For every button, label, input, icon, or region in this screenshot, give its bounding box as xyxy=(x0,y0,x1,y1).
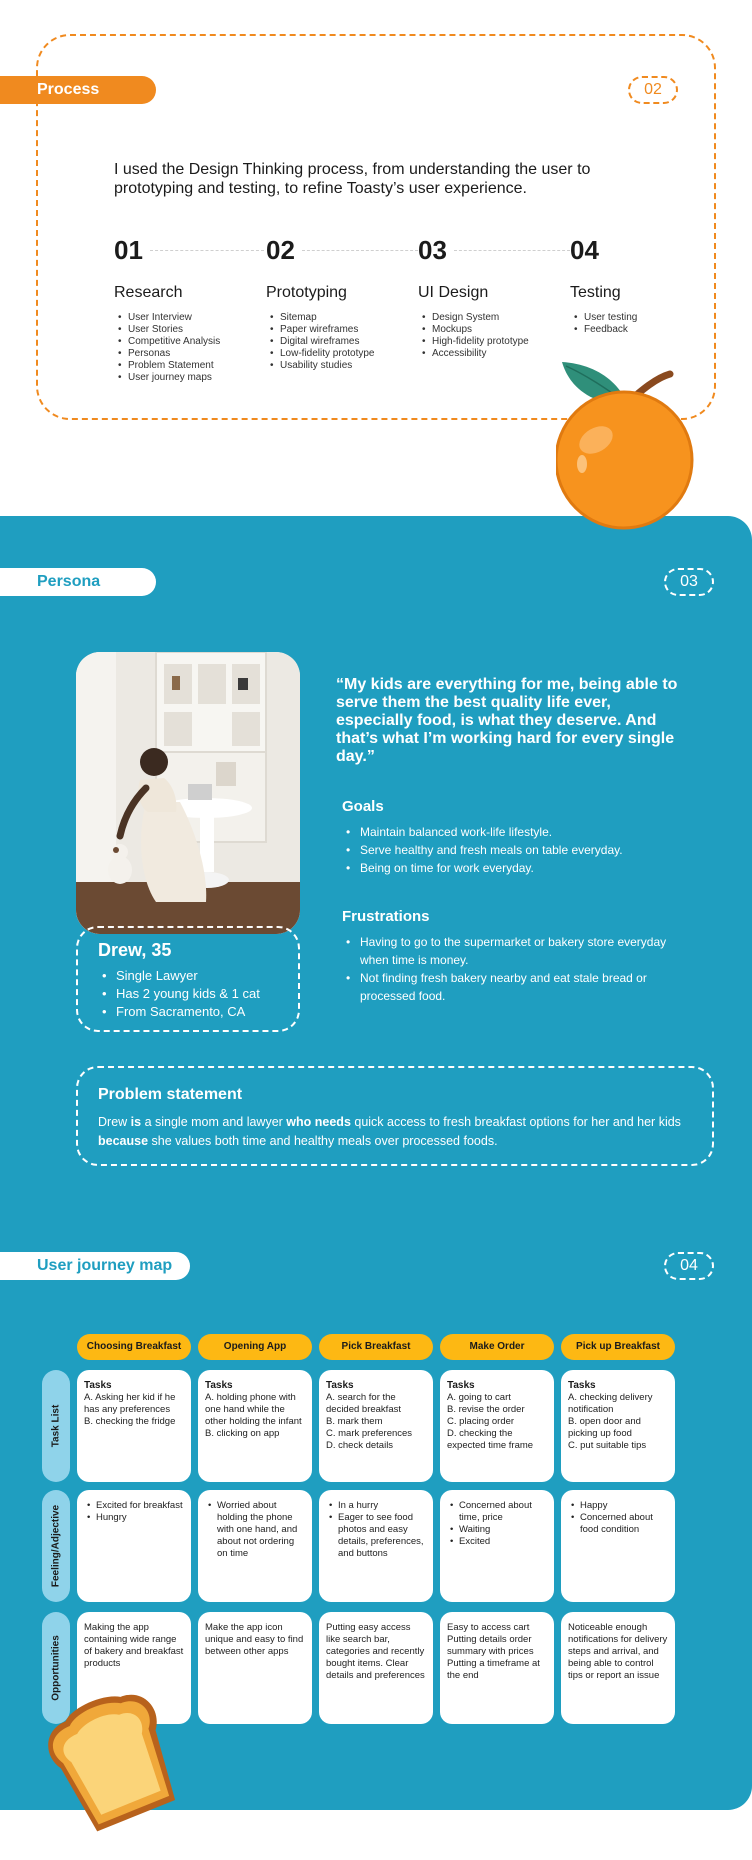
journey-row-label xyxy=(42,1490,70,1602)
task-cell-title: Tasks xyxy=(84,1380,112,1391)
persona-photo-illustration xyxy=(76,652,300,934)
step-item: • Mockups xyxy=(418,324,568,336)
opportunity-text: Making the app containing wide range of bakery and breakfast products xyxy=(84,1622,184,1669)
step-number: 01 xyxy=(114,235,143,265)
task-cell xyxy=(77,1370,191,1482)
goals-title: Goals xyxy=(342,798,384,815)
feeling-item: • Hungry xyxy=(84,1512,184,1524)
problem-text-emphasis: who needs xyxy=(286,1115,351,1129)
step-item: • User journey maps xyxy=(114,372,264,384)
persona-fact: • Has 2 young kids & 1 cat xyxy=(98,985,298,1003)
persona-photo xyxy=(76,652,300,934)
persona-fact: • Single Lawyer xyxy=(98,967,298,985)
problem-text-part: she values both time and healthy meals over processed foods. xyxy=(148,1134,498,1148)
step-title: Testing xyxy=(570,284,621,301)
feeling-list xyxy=(447,1500,547,1548)
goal-item: • Serve healthy and fresh meals on table everyday. xyxy=(342,841,682,859)
goal-item: • Being on time for work everyday. xyxy=(342,859,682,877)
feeling-item: • In a hurry xyxy=(326,1500,426,1512)
feeling-item: • Concerned about food condition xyxy=(568,1512,668,1536)
persona-fact: • From Sacramento, CA xyxy=(98,1003,298,1021)
problem-statement-card xyxy=(76,1066,714,1166)
task-cell-text: A. Asking her kid if he has any preferences B. checking the fridge xyxy=(84,1392,176,1427)
problem-title: Problem statement xyxy=(98,1086,243,1103)
opportunity-cell xyxy=(440,1612,554,1724)
journey-column-header: Choosing Breakfast xyxy=(77,1334,191,1360)
feeling-item: • Excited for breakfast xyxy=(84,1500,184,1512)
step-ui-design xyxy=(418,236,568,360)
feeling-cell xyxy=(440,1490,554,1602)
opportunity-text: Easy to access cart Putting details order summary with prices Putting a timeframe at the end xyxy=(447,1622,540,1681)
process-tab: Process xyxy=(0,76,156,104)
orange-illustration xyxy=(556,354,696,530)
task-cell xyxy=(561,1370,675,1482)
problem-text-emphasis: is xyxy=(130,1115,142,1129)
journey-column-header: Pick Breakfast xyxy=(319,1334,433,1360)
journey-row-label xyxy=(42,1370,70,1482)
opportunity-cell xyxy=(561,1612,675,1724)
feeling-list xyxy=(568,1500,668,1536)
problem-text-part: Drew xyxy=(98,1115,131,1129)
opportunity-cell xyxy=(198,1612,312,1724)
feeling-cell xyxy=(561,1490,675,1602)
step-item: • Problem Statement xyxy=(114,360,264,372)
journey-column-header: Pick up Breakfast xyxy=(561,1334,675,1360)
step-item: • Accessibility xyxy=(418,348,568,360)
task-cell-text: A. checking delivery notification B. open door and picking up food C. put suitable tips xyxy=(568,1392,653,1451)
feeling-item: • Worried about holding the phone with one hand, and about not ordering on time xyxy=(205,1500,305,1560)
persona-facts xyxy=(98,967,298,1021)
task-cell xyxy=(198,1370,312,1482)
row-label-text: Task List xyxy=(50,1404,62,1448)
section-number-03: 03 xyxy=(664,568,714,596)
journey-column-header: Make Order xyxy=(440,1334,554,1360)
step-number: 03 xyxy=(418,235,447,265)
feeling-item: • Happy xyxy=(568,1500,668,1512)
step-item: • Personas xyxy=(114,348,264,360)
feeling-list xyxy=(326,1500,426,1560)
feeling-list xyxy=(84,1500,184,1524)
frustration-item: • Not finding fresh bakery nearby and eat stale bread or processed food. xyxy=(342,969,682,1005)
feeling-cell xyxy=(77,1490,191,1602)
frustration-item: • Having to go to the supermarket or bakery store everyday when time is money. xyxy=(342,933,682,969)
persona-quote: “My kids are everything for me, being able to serve them the best quality life ever, especially food, is what they deserve. And that’s what I’m working hard for every single day.” xyxy=(336,676,678,765)
step-list xyxy=(570,312,720,336)
problem-text xyxy=(98,1113,692,1151)
task-cell-text: A. search for the decided breakfast B. mark them C. mark preferences D. check details xyxy=(326,1392,413,1451)
step-list xyxy=(114,312,264,384)
step-number: 04 xyxy=(570,235,599,265)
step-item: • High-fidelity prototype xyxy=(418,336,568,348)
row-label-text: Feeling/Adjective xyxy=(50,1504,62,1588)
step-item: • User testing xyxy=(570,312,720,324)
opportunity-text: Noticeable enough notifications for delivery steps and arrival, and being able to control tips or report an issue xyxy=(568,1622,668,1681)
frustrations-title: Frustrations xyxy=(342,908,430,925)
opportunity-cell xyxy=(319,1612,433,1724)
frustrations-list xyxy=(342,933,682,1005)
feeling-item: • Eager to see food photos and easy details, preferences, and buttons xyxy=(326,1512,426,1560)
task-cell-text: A. going to cart B. revise the order C. placing order D. checking the expected time frame xyxy=(447,1392,534,1451)
feeling-item: • Excited xyxy=(447,1536,547,1548)
toast-illustration xyxy=(34,1690,196,1842)
task-cell xyxy=(440,1370,554,1482)
row-label-text: Opportunities xyxy=(50,1635,62,1701)
opportunity-text: Make the app icon unique and easy to find between other apps xyxy=(205,1622,304,1657)
feeling-cell xyxy=(319,1490,433,1602)
step-research xyxy=(114,236,264,384)
section-number-04: 04 xyxy=(664,1252,714,1280)
persona-tab: Persona xyxy=(0,568,156,596)
goal-item: • Maintain balanced work-life lifestyle. xyxy=(342,823,682,841)
journey-tab: User journey map xyxy=(0,1252,190,1280)
step-list xyxy=(266,312,416,372)
goals-list xyxy=(342,823,682,877)
opportunity-text: Putting easy access like search bar, categories and recently bought items. Clear details and preferences xyxy=(326,1622,425,1681)
problem-text-emphasis: because xyxy=(98,1134,149,1148)
step-item: • Usability studies xyxy=(266,360,416,372)
section-number-02: 02 xyxy=(628,76,678,104)
task-cell xyxy=(319,1370,433,1482)
step-item: • Paper wireframes xyxy=(266,324,416,336)
step-item: • User Stories xyxy=(114,324,264,336)
step-item: • Sitemap xyxy=(266,312,416,324)
persona-name: Drew, 35 xyxy=(98,940,172,960)
task-cell-title: Tasks xyxy=(326,1380,354,1391)
task-cell-title: Tasks xyxy=(568,1380,596,1391)
problem-text-part: a single mom and lawyer xyxy=(141,1115,287,1129)
step-item: • Competitive Analysis xyxy=(114,336,264,348)
step-number: 02 xyxy=(266,235,295,265)
step-title: Prototyping xyxy=(266,284,347,301)
problem-text-part: quick access to fresh breakfast options for her and her kids xyxy=(350,1115,681,1129)
task-cell-title: Tasks xyxy=(205,1380,233,1391)
step-list xyxy=(418,312,568,360)
feeling-item: • Concerned about time, price xyxy=(447,1500,547,1524)
step-prototyping xyxy=(266,236,416,372)
feeling-cell xyxy=(198,1490,312,1602)
journey-column-header: Opening App xyxy=(198,1334,312,1360)
task-cell-title: Tasks xyxy=(447,1380,475,1391)
feeling-list xyxy=(205,1500,305,1560)
step-item: • User Interview xyxy=(114,312,264,324)
step-item: • Digital wireframes xyxy=(266,336,416,348)
step-title: UI Design xyxy=(418,284,489,301)
task-cell-text: A. holding phone with one hand while the other holding the infant B. clicking on app xyxy=(205,1392,302,1439)
process-intro: I used the Design Thinking process, from understanding the user to prototyping and testing, to refine Toasty’s user experience. xyxy=(114,161,591,197)
persona-card xyxy=(76,926,300,1032)
step-item: • Low-fidelity prototype xyxy=(266,348,416,360)
step-title: Research xyxy=(114,284,183,301)
step-item: • Feedback xyxy=(570,324,720,336)
step-item: • Design System xyxy=(418,312,568,324)
step-testing xyxy=(570,236,720,336)
feeling-item: • Waiting xyxy=(447,1524,547,1536)
